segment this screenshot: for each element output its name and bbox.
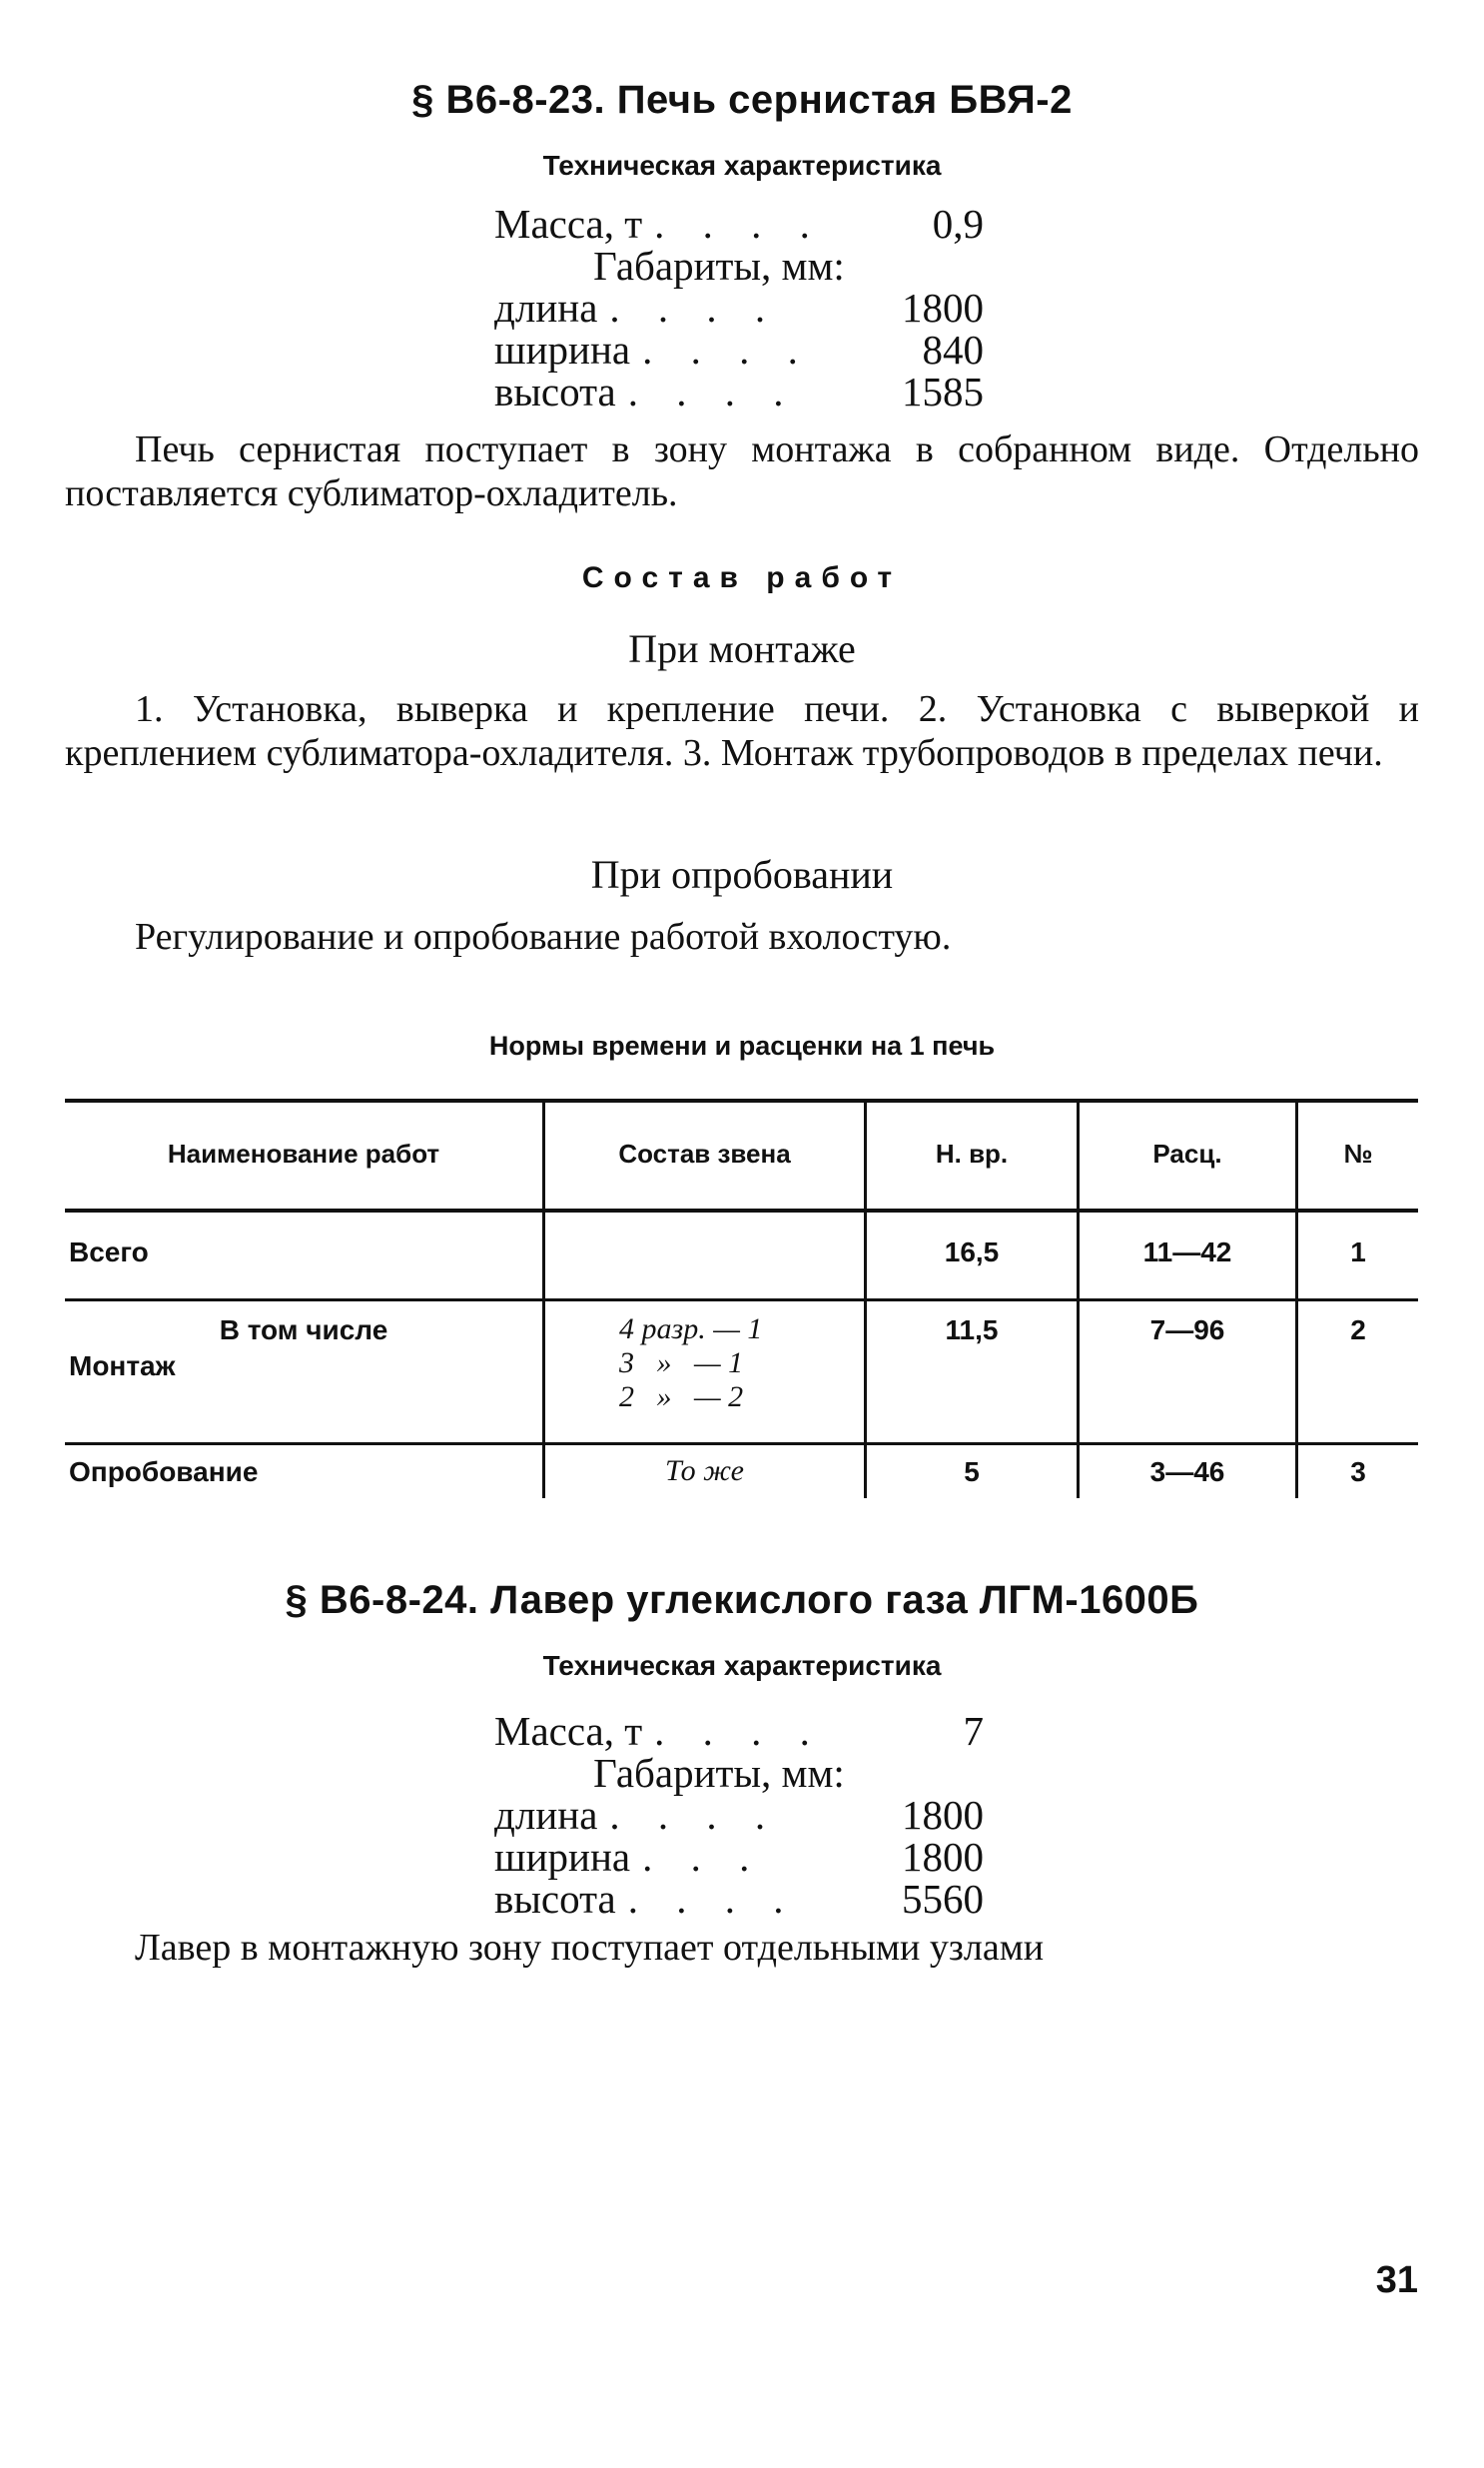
spec-value: 1800 [902,1834,984,1880]
spec-row-mass [494,1710,984,1752]
row-rate: 3—46 [1149,1456,1225,1487]
spec-row-height [494,371,984,412]
dims-heading: Габариты, мм: [593,243,845,289]
spec-value: 1800 [902,285,984,331]
row-number: 3 [1350,1456,1366,1487]
spec-value: 1585 [902,369,984,414]
testing-heading: При опробовании [590,852,894,897]
spec-label: высота [494,369,616,414]
spec-title: Техническая характеристика [542,1650,942,1681]
row-name-prefix: В том числе [219,1314,388,1345]
spec-title: Техническая характеристика [542,150,942,181]
row-number: 1 [1350,1236,1366,1267]
row-rule [65,1442,1418,1445]
crew-line: 2 » — 2 [619,1380,744,1413]
spec-dots: . . . . [627,1878,798,1920]
spec-list [494,1710,984,1920]
spec-row-height [494,1878,984,1920]
spec-label: ширина [494,327,631,373]
spec-label: Масса, т [494,1708,643,1754]
spec-dots: . . . . [609,1794,780,1836]
spec-value: 840 [922,327,984,373]
spec-value: 1800 [902,1792,984,1838]
spec-value: 5560 [902,1876,984,1922]
spec-row-length [494,287,984,329]
spec-row-length [494,1794,984,1836]
composition-heading: Состав работ [581,561,903,594]
spec-dots: . . . . [609,287,780,329]
row-norm: 16,5 [944,1236,1000,1267]
spec-value: 0,9 [932,201,984,247]
spec-dots: . . . . [654,1710,824,1752]
spec-label: Масса, т [494,201,643,247]
row-rate: 7—96 [1149,1314,1225,1345]
spec-dots: . . . . [627,371,798,412]
spec-row-width [494,1836,984,1878]
row-norm: 5 [964,1456,980,1487]
page-number: 31 [1375,2259,1418,2301]
norms-table [65,1099,1418,1498]
row-number: 2 [1350,1314,1366,1345]
testing-text: Регулирование и опробование работой вхолостую. [135,916,952,958]
dims-heading: Габариты, мм: [593,1750,845,1796]
spec-dots: . . . . [654,203,824,245]
row-rule [65,1298,1418,1301]
row-name: Всего [69,1236,149,1267]
spec-label: высота [494,1876,616,1922]
header-norm: Н. вр. [935,1139,1009,1169]
header-rate: Расц. [1152,1139,1222,1169]
spec-value: 7 [963,1708,984,1754]
delivery-note: Печь сернистая поступает в зону монтажа в собранном виде. Отдельно поставляется сублиматор-охладитель. [65,428,1419,514]
spec-row-width [494,329,984,371]
crew-line: 3 » — 1 [619,1346,744,1379]
header-number: № [1343,1139,1373,1169]
delivery-note: Лавер в монтажную зону поступает отдельными узлами [135,1927,1045,1969]
spec-label: длина [494,285,598,331]
row-crew [619,1312,762,1414]
mounting-text: 1. Установка, выверка и крепление печи. 2. Установка с выверкой и креплением сублиматора-охладителя. 3. Монтаж трубопроводов в пределах печи. [65,688,1419,774]
header-crew: Состав звена [618,1139,791,1169]
header-name: Наименование работ [167,1139,440,1169]
crew-line: 4 разр. — 1 [619,1312,763,1345]
section-title: § В6-8-23. Печь сернистая БВЯ-2 [411,78,1073,122]
spec-label: ширина [494,1834,631,1880]
row-name: Монтаж [69,1350,176,1381]
table-top-rule [65,1099,1418,1103]
spec-list [494,203,984,412]
table-title: Нормы времени и расценки на 1 печь [488,1031,996,1061]
row-rate: 11—42 [1142,1236,1232,1267]
row-name: Опробование [69,1456,259,1487]
spec-label: длина [494,1792,598,1838]
spec-dots: . . . [642,1836,764,1878]
row-norm: 11,5 [945,1314,999,1345]
header-rule [65,1209,1418,1213]
section-title: § В6-8-24. Лавер углекислого газа ЛГМ-1600Б [285,1578,1199,1622]
spec-row-mass [494,203,984,245]
mounting-heading: При монтаже [628,626,856,671]
row-crew: То же [665,1454,744,1487]
spec-dots: . . . . [642,329,812,371]
